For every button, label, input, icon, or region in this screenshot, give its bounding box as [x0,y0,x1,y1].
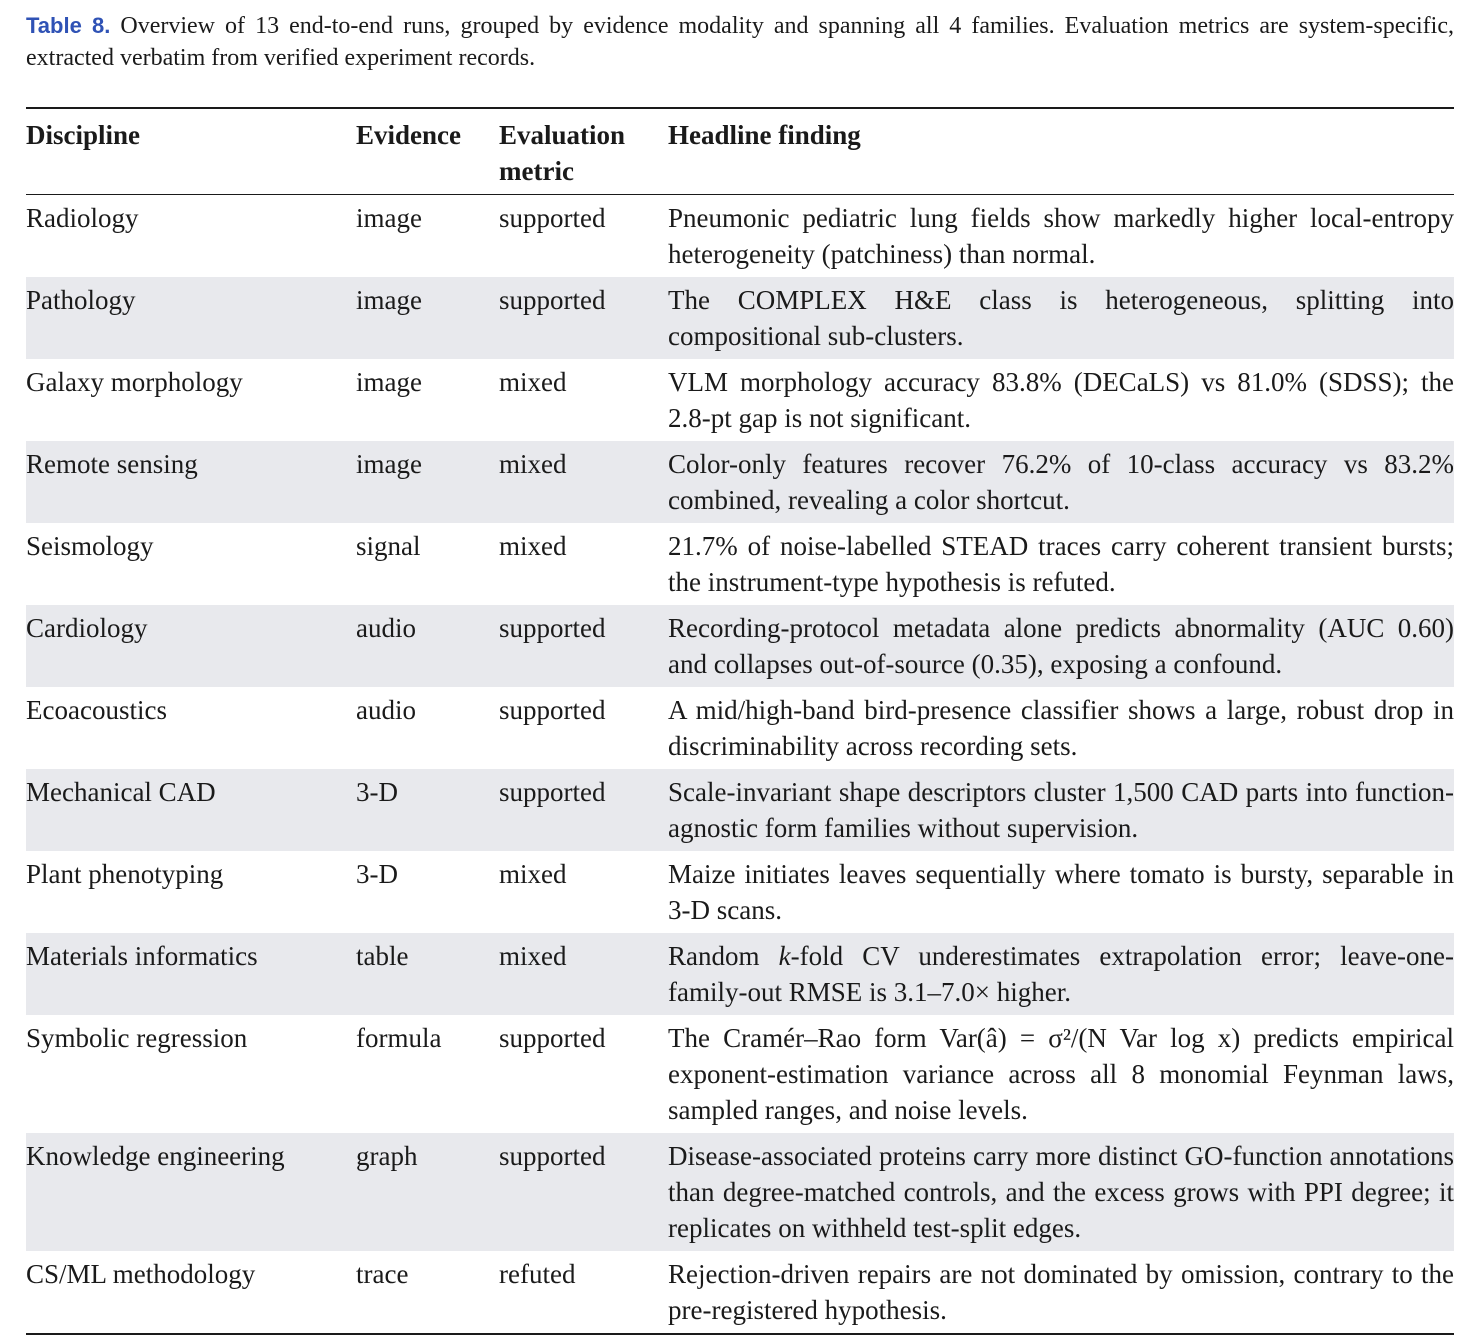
cell-discipline: Symbolic regression [26,1023,248,1053]
header-evidence: Evidence [356,108,499,195]
cell-finding: The COMPLEX H&E class is heterogeneous, splitting into compositional sub-clusters. [668,277,1454,359]
table-caption [26,10,1454,74]
header-evaluation-metric: Evaluation metric [499,108,668,195]
table-row [26,1251,1454,1334]
table-row [26,933,1454,1015]
table-row [26,769,1454,851]
header-headline-finding: Headline finding [668,108,1454,195]
finding-text: predicts empirical exponent-estimation variance across all 8 monomial Feynman laws, sampled ranges, and noise levels. [668,1023,1454,1125]
cell-finding: VLM morphology accuracy 83.8% (DECaLS) vs 81.0% (SDSS); the 2.8-pt gap is not significant. [668,367,1454,433]
cell-finding: Recording-protocol metadata alone predicts abnormality (AUC 0.60) and collapses out-of-source (0.35), exposing a confound. [668,605,1454,687]
cell-finding: Maize initiates leaves sequentially where tomato is bursty, separable in 3-D scans. [668,859,1454,925]
cell-evidence: image [356,367,422,397]
finding-text: The Cramér–Rao form [668,1023,940,1053]
cell-evidence: audio [356,695,416,725]
cell-finding: Color-only features recover 76.2% of 10-class accuracy vs 83.2% combined, revealing a color shortcut. [668,441,1454,523]
cell-finding [668,933,1454,1015]
cell-discipline: CS/ML methodology [26,1259,256,1289]
overview-table [26,107,1454,1335]
table-row [26,605,1454,687]
cell-finding: 21.7% of noise-labelled STEAD traces carry coherent transient bursts; the instrument-type hypothesis is refuted. [668,531,1454,597]
cell-metric: mixed [499,441,668,523]
cell-metric: refuted [499,1259,576,1289]
cell-evidence: 3-D [356,769,499,851]
math-variable: k [778,941,791,971]
cell-finding: Rejection-driven repairs are not dominated by omission, contrary to the pre-registered hypothesis. [668,1259,1454,1325]
cell-evidence: graph [356,1133,499,1251]
cell-evidence: formula [356,1023,442,1053]
cell-discipline: Remote sensing [26,441,356,523]
cell-discipline: Materials informatics [26,933,356,1015]
cell-finding: Disease-associated proteins carry more distinct GO-function annotations than degree-matched controls, and the excess grows with PPI degree; it replicates on withheld test-split edges. [668,1133,1454,1251]
cell-discipline: Plant phenotyping [26,859,224,889]
table-label: Table 8. [26,13,111,38]
cell-evidence: trace [356,1259,409,1289]
cell-evidence: table [356,933,499,1015]
cell-discipline: Cardiology [26,605,356,687]
table-header-row [26,108,1454,195]
cell-discipline: Seismology [26,531,154,561]
cell-metric: supported [499,1023,606,1053]
table-row [26,359,1454,441]
cell-metric: mixed [499,933,668,1015]
cell-metric: mixed [499,531,567,561]
finding-text: Random [668,941,779,971]
cell-discipline: Galaxy morphology [26,367,243,397]
table-row [26,195,1454,278]
cell-metric: supported [499,203,606,233]
cell-finding [668,1015,1454,1133]
caption-text: Overview of 13 end-to-end runs, grouped by evidence modality and spanning all 4 families. Evaluation metrics are system-specific, extracted verbatim from verified experiment records. [26,13,1454,71]
cell-evidence: image [356,441,499,523]
cell-evidence: image [356,277,499,359]
cell-metric: supported [499,695,606,725]
table-row [26,277,1454,359]
cell-finding: A mid/high-band bird-presence classifier shows a large, robust drop in discriminability across recording sets. [668,695,1454,761]
cell-evidence: 3-D [356,859,398,889]
cell-metric: supported [499,1133,668,1251]
cell-metric: mixed [499,859,567,889]
cell-metric: mixed [499,367,567,397]
cell-metric: supported [499,277,668,359]
finding-text: -fold CV underestimates extrapolation error; leave-one-family-out RMSE is 3.1–7.0× higher. [668,941,1454,1007]
table-row [26,1133,1454,1251]
table-row [26,523,1454,605]
table-row [26,1015,1454,1133]
cell-evidence: image [356,203,422,233]
cell-discipline: Ecoacoustics [26,695,167,725]
cell-discipline: Radiology [26,203,139,233]
table-row [26,441,1454,523]
cell-finding: Scale-invariant shape descriptors cluster 1,500 CAD parts into function-agnostic form families without supervision. [668,769,1454,851]
cell-evidence: audio [356,605,499,687]
cell-discipline: Mechanical CAD [26,769,356,851]
header-discipline: Discipline [26,108,356,195]
cell-finding: Pneumonic pediatric lung fields show markedly higher local-entropy heterogeneity (patchiness) than normal. [668,203,1454,269]
table-row [26,687,1454,769]
cell-metric: supported [499,605,668,687]
cell-metric: supported [499,769,668,851]
table-row [26,851,1454,933]
cell-discipline: Knowledge engineering [26,1133,356,1251]
cell-discipline: Pathology [26,277,356,359]
cell-evidence: signal [356,531,421,561]
math-formula: Var(â) = σ²/(N Var log x) [939,1023,1241,1053]
